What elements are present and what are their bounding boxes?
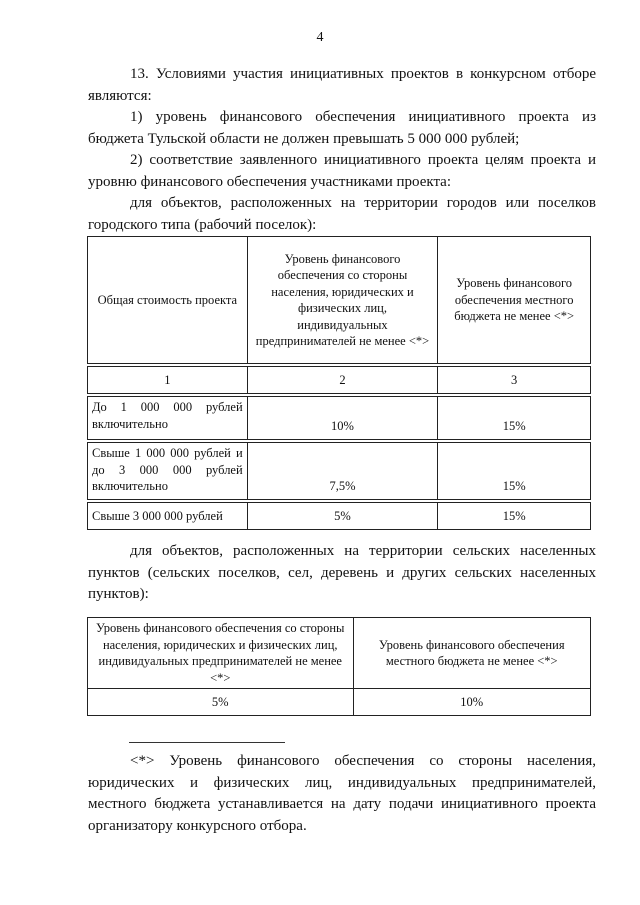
rural-funding-table	[87, 617, 591, 716]
urban-funding-table	[87, 236, 591, 530]
row-population-value: 10%	[247, 397, 438, 440]
row-cost-label: Свыше 3 000 000 рублей	[88, 503, 248, 530]
header-local-budget-share: Уровень финансового обеспечения местного бюджета не менее <*>	[438, 237, 591, 364]
table-column-numbers-row	[88, 367, 591, 394]
header-population-share: Уровень финансового обеспечения со стороны населения, юридических и физических лиц, индивидуальных предпринимателей не менее <*>	[88, 618, 354, 689]
row-local-value: 15%	[438, 503, 591, 530]
paragraph-13-intro: 13. Условиями участия инициативных проектов в конкурсном отборе являются:	[88, 66, 596, 104]
table-row	[88, 397, 591, 440]
column-number: 1	[88, 367, 248, 394]
population-value: 5%	[88, 689, 354, 716]
row-cost-label: До 1 000 000 рублей включительно	[88, 397, 248, 440]
row-population-value: 7,5%	[247, 443, 438, 500]
row-local-value: 15%	[438, 443, 591, 500]
row-local-value: 15%	[438, 397, 591, 440]
header-total-cost: Общая стоимость проекта	[88, 237, 248, 364]
paragraph-item-2: 2) соответствие заявленного инициативного проекта целям проекта и уровню финансового обеспечения участниками проекта:	[88, 152, 596, 190]
local-budget-value: 10%	[353, 689, 591, 716]
header-local-budget-share: Уровень финансового обеспечения местного бюджета не менее <*>	[353, 618, 591, 689]
table-row	[88, 503, 591, 530]
row-cost-label: Свыше 1 000 000 рублей и до 3 000 000 рублей включительно	[88, 443, 248, 500]
table-header-row	[88, 618, 591, 689]
header-population-share: Уровень финансового обеспечения со стороны населения, юридических и физических лиц, индивидуальных предпринимателей не менее <*>	[247, 237, 438, 364]
page-number: 4	[316, 30, 324, 45]
paragraph-urban-intro: для объектов, расположенных на территории городов или поселков городского типа (рабочий поселок):	[88, 195, 596, 233]
table-header-row	[88, 237, 591, 364]
footnote-divider	[129, 742, 285, 743]
paragraph-item-1: 1) уровень финансового обеспечения инициативного проекта из бюджета Тульской области не должен превышать 5 000 000 рублей;	[88, 109, 596, 147]
column-number: 2	[247, 367, 438, 394]
row-population-value: 5%	[247, 503, 438, 530]
footnote-text: <*> Уровень финансового обеспечения со стороны населения, юридических и физических лиц, индивидуальных предпринимателей, местного бюджета устанавливается на дату подачи инициативного проекта организатору конкурсного отбора.	[88, 753, 596, 834]
table-row	[88, 689, 591, 716]
paragraph-rural-intro: для объектов, расположенных на территории сельских населенных пунктов (сельских поселков, сел, деревень и других сельских населенных пунктов):	[88, 543, 596, 602]
table-row	[88, 443, 591, 500]
column-number: 3	[438, 367, 591, 394]
